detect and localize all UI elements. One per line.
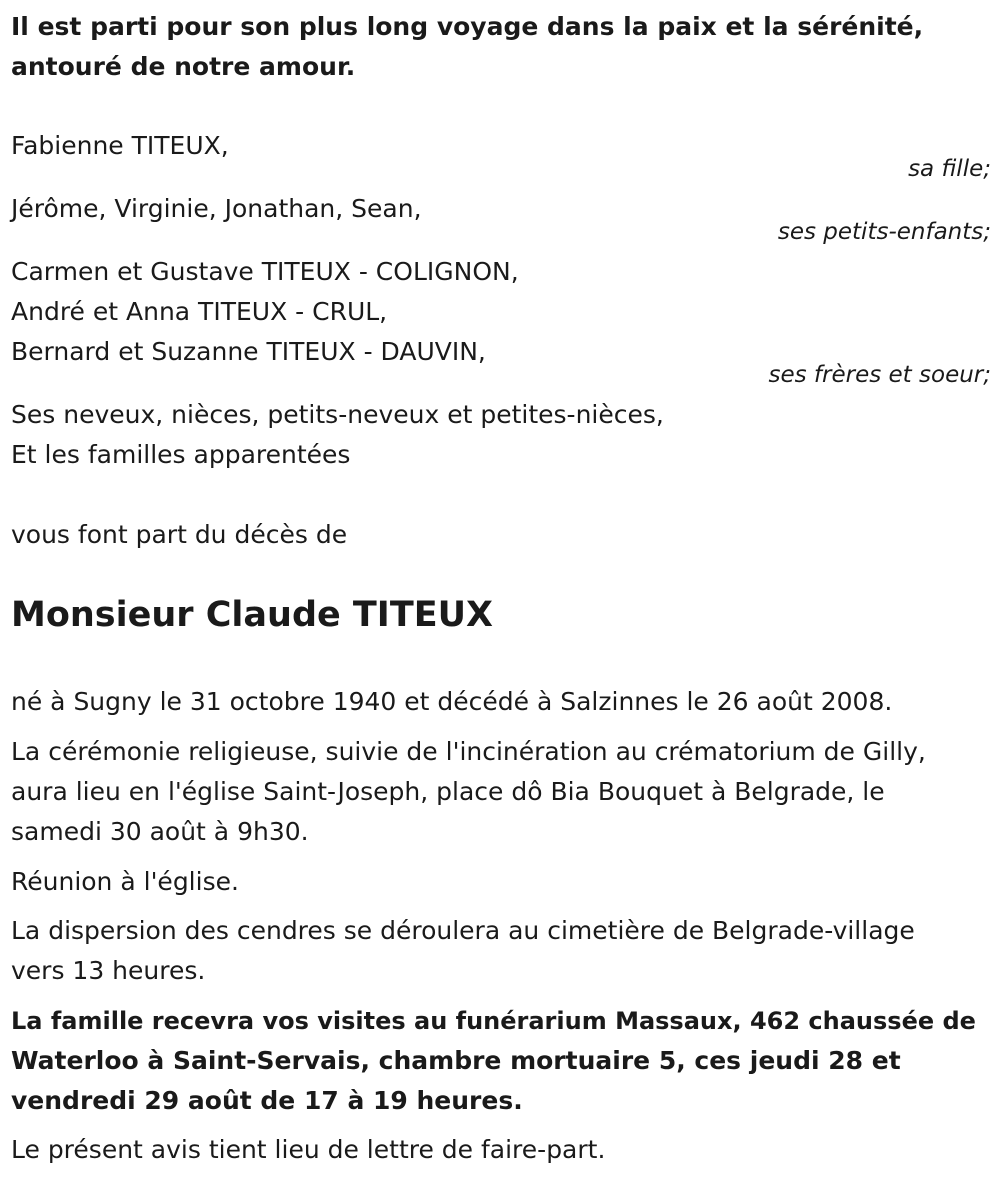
grandchildren-relation: ses petits-enfants; [777,219,991,245]
grandchildren-names: Jérôme, Virginie, Jonathan, Sean, [11,194,422,223]
visits-line-3: vendredi 29 août de 17 à 19 heures. [11,1086,523,1115]
daughter-name: Fabienne TITEUX, [11,131,229,160]
siblings-relation: ses frères et soeur; [768,362,991,388]
closing-line: Le présent avis tient lieu de lettre de faire-part. [11,1135,606,1164]
others-line-1: Ses neveux, nièces, petits-neveux et petites-nièces, [11,400,664,429]
deceased-name: Monsieur Claude TITEUX [11,595,494,635]
meeting-line: Réunion à l'église. [11,867,239,896]
announcement-text: vous font part du décès de [11,520,348,549]
birth-death-line: né à Sugny le 31 octobre 1940 et décédé à Salzinnes le 26 août 2008. [11,687,893,716]
ceremony-line-2: aura lieu en l'église Saint-Joseph, place dô Bia Bouquet à Belgrade, le [11,777,885,806]
intro-line-2: antouré de notre amour. [11,52,356,81]
sibling-line-1: Carmen et Gustave TITEUX - COLIGNON, [11,257,519,286]
intro-line-1: Il est parti pour son plus long voyage dans la paix et la sérénité, [11,12,924,41]
sibling-line-3: Bernard et Suzanne TITEUX - DAUVIN, [11,337,486,366]
dispersion-line-1: La dispersion des cendres se déroulera au cimetière de Belgrade-village [11,916,915,945]
visits-line-1: La famille recevra vos visites au funérarium Massaux, 462 chaussée de [11,1007,976,1035]
ceremony-line-3: samedi 30 août à 9h30. [11,817,309,846]
ceremony-line-1: La cérémonie religieuse, suivie de l'incinération au crématorium de Gilly, [11,737,926,766]
dispersion-line-2: vers 13 heures. [11,956,206,985]
others-line-2: Et les familles apparentées [11,440,351,469]
sibling-line-2: André et Anna TITEUX - CRUL, [11,297,388,326]
visits-line-2: Waterloo à Saint-Servais, chambre mortuaire 5, ces jeudi 28 et [11,1046,901,1075]
daughter-relation: sa fille; [908,156,991,182]
